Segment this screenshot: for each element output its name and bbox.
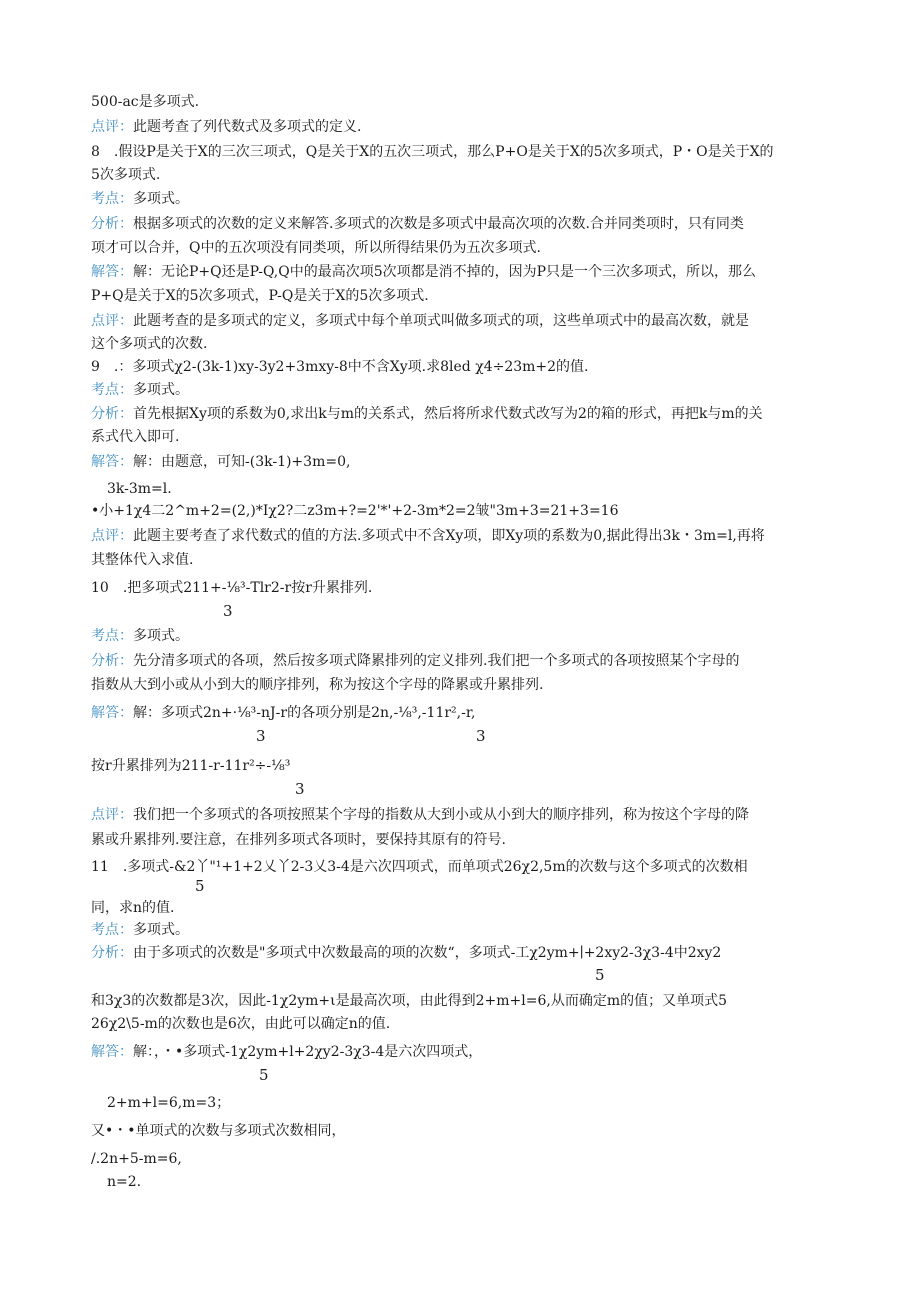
analysis-line: 分析：先分清多项式的各项，然后按多项式降累排列的定义排列.我们把一个多项式的各项按照某个字母的 — [91, 653, 740, 669]
text-line: 同，求n的值. — [91, 900, 175, 916]
equation-line: 3k-3m=l. — [107, 481, 172, 497]
question-9: 9 .：多项式χ2-(3k-1)xy-3y2+3mxy-8中不含Xy项.求8led χ4÷23m+2的值. — [91, 359, 589, 375]
fraction-denominator: 5 — [259, 1066, 269, 1084]
question-8: 8 .假设P是关于X的三次三项式，Q是关于X的五次三项式，那么P+O是关于X的5次多项式，P・O是关于X的 — [91, 144, 774, 160]
equation-line: 2+m+l=6,m=3； — [107, 1095, 231, 1111]
analysis-line: 分析：首先根据Xy项的系数为0,求出k与m的关系式，然后将所求代数式改写为2的箱的形式，再把k与m的关 — [91, 406, 763, 422]
comment-line: 点评：此题考查的是多项式的定义，多项式中每个单项式叫做多项式的项，这些单项式中的最高次数，就是 — [91, 313, 749, 329]
text-line: 这个多项式的次数. — [91, 336, 208, 352]
label-analysis: 分析： — [91, 945, 133, 961]
label-answer: 解答： — [91, 1044, 133, 1060]
label-analysis: 分析： — [91, 216, 133, 232]
label-comment: 点评： — [91, 528, 133, 544]
label-answer: 解答： — [91, 705, 133, 721]
fraction-denominator: 3 — [476, 727, 486, 745]
text-line: 系式代入即可. — [91, 429, 180, 445]
fraction-denominator: 3 — [256, 727, 266, 745]
label-comment: 点评： — [91, 119, 133, 135]
question-10: 10 .把多项式211+-⅛³-Tlr2-r按r升累排列. — [91, 580, 373, 596]
comment-line: 点评：此题主要考查了求代数式的值的方法.多项式中不含Xy项，即Xy项的系数为0,据此得出3k・3m=l,再将 — [91, 528, 765, 544]
label-answer: 解答： — [91, 264, 133, 280]
topic-line: 考点：多项式。 — [91, 382, 189, 398]
label-topic: 考点： — [91, 628, 133, 644]
text-line: 指数从大到小或从小到大的顺序排列，称为按这个字母的降累或升累排列. — [91, 677, 544, 693]
label-analysis: 分析： — [91, 406, 133, 422]
text-line: P+Q是关于X的5次多项式，P-Q是关于X的5次多项式. — [91, 288, 429, 304]
text-line: 26χ2\5-m的次数也是6次，由此可以确定n的值. — [91, 1016, 391, 1032]
topic-line: 考点：多项式。 — [91, 628, 189, 644]
equation-line: •小+1χ4二2^m+2=(2,)*Iχ2?二z3m+?=2'*'+2-3m*2=2皱"3m+3=21+3=16 — [91, 503, 619, 519]
label-topic: 考点： — [91, 191, 133, 207]
analysis-line: 分析：根据多项式的次数的定义来解答.多项式的次数是多项式中最高次项的次数.合并同类项时，只有同类 — [91, 216, 744, 232]
label-topic: 考点： — [91, 922, 133, 938]
answer-line: 解答：解：无论P+Q还是P-Q,Q中的最高次项5次项都是消不掉的，因为P只是一个三次多项式，所以，那么 — [91, 264, 757, 280]
fraction-denominator: 3 — [295, 780, 305, 798]
equation-line: n=2. — [107, 1174, 142, 1190]
answer-line: 解答：解：多项式2n+·⅛³-nJ-r的各项分别是2n,-⅛³,-11r²,-r, — [91, 705, 476, 721]
topic-line: 考点：多项式。 — [91, 191, 189, 207]
text-line: 5次多项式. — [91, 167, 161, 183]
text-line: 又•・•单项式的次数与多项式次数相同， — [91, 1123, 346, 1139]
label-topic: 考点： — [91, 382, 133, 398]
label-comment: 点评： — [91, 313, 133, 329]
comment-line: 点评：此题考查了列代数式及多项式的定义. — [91, 119, 362, 135]
text-line: 累或升累排列.要注意，在排列多项式各项时，要保持其原有的符号. — [91, 832, 506, 848]
analysis-line: 分析：由于多项式的次数是"多项式中次数最高的项的次数“，多项式-工χ2ym+∣+2xy2-3χ3-4中2xy2 — [91, 945, 722, 961]
text-line: 500-ac是多项式. — [91, 94, 200, 110]
fraction-denominator: 5 — [195, 877, 205, 895]
answer-line: 解答：解：，・•多项式-1χ2ym+l+2χy2-3χ3-4是六次四项式， — [91, 1044, 483, 1060]
comment-line: 点评：我们把一个多项式的各项按照某个字母的指数从大到小或从小到大的顺序排列，称为按这个字母的降 — [91, 807, 749, 823]
question-11: 11 .多项式-&2丫"¹+1+2乂丫2-3乂3-4是六次四项式，而单项式26χ2,5m的次数与这个多项式的次数相 — [91, 859, 748, 875]
text-line: 其整体代入求值. — [91, 552, 194, 568]
text-line: 和3χ3的次数都是3次，因此-1χ2ym+ι是最高次项，由此得到2+m+l=6,从而确定m的值；又单项式5 — [91, 993, 728, 1009]
topic-line: 考点：多项式。 — [91, 922, 189, 938]
text-line: 按r升累排列为211-r-11r²÷-⅛³ — [91, 758, 291, 774]
label-comment: 点评： — [91, 807, 133, 823]
equation-line: /.2n+5-m=6, — [91, 1151, 182, 1167]
fraction-denominator: 5 — [595, 966, 605, 984]
fraction-denominator: 3 — [223, 602, 233, 620]
label-answer: 解答： — [91, 454, 133, 470]
label-analysis: 分析： — [91, 653, 133, 669]
text-line: 项才可以合并，Q中的五次项没有同类项，所以所得结果仍为五次多项式. — [91, 240, 541, 256]
answer-line: 解答：解：由题意，可知-(3k-1)+3m=0, — [91, 454, 351, 470]
